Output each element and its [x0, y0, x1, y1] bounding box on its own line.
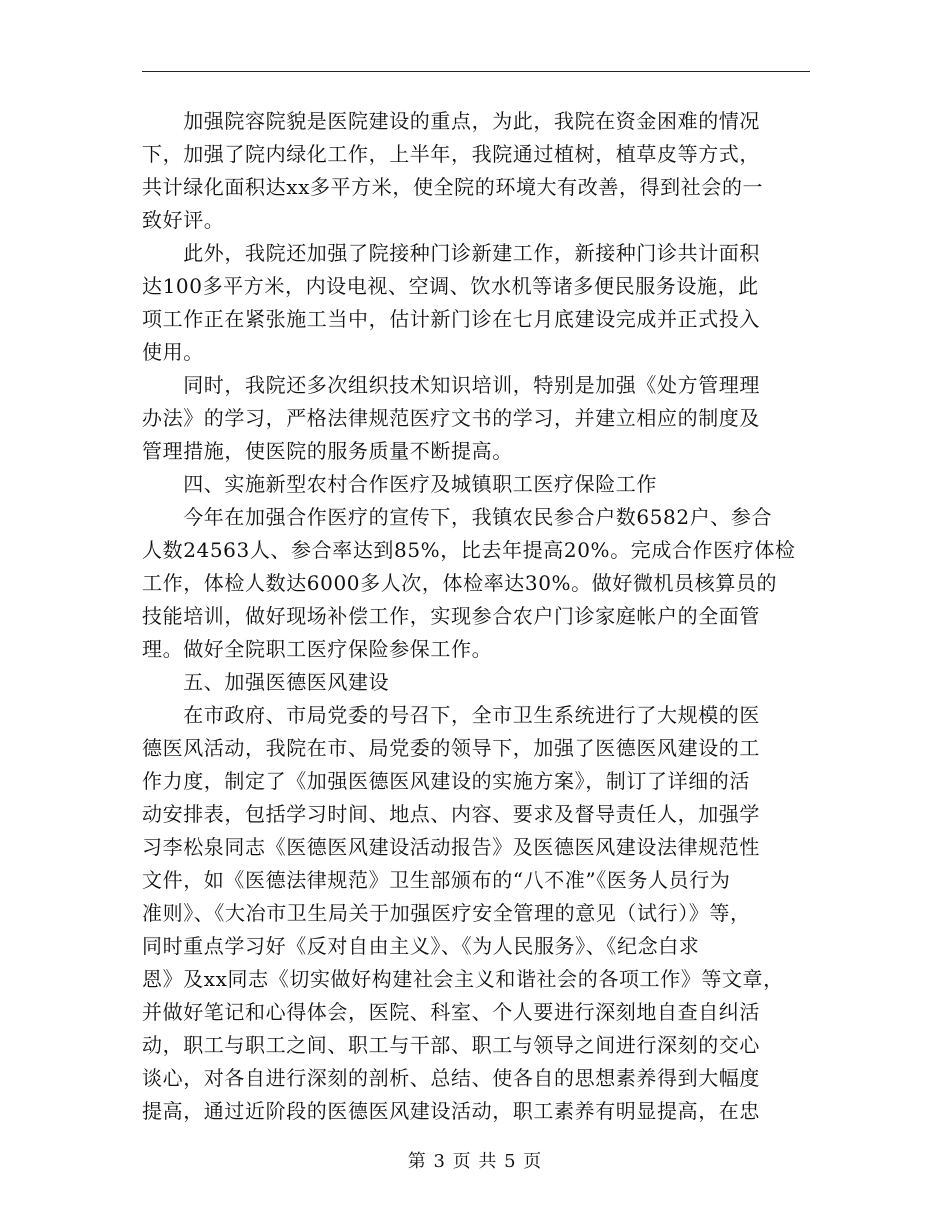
text-line: 同时，我院还多次组织技术知识培训，特别是加强《处方管理理 [142, 373, 760, 397]
text-line: 恩》及xx同志《切实做好构建社会主义和谐社会的各项工作》等文章， [142, 967, 784, 991]
text-line: 同时重点学习好《反对自由主义》、《为人民服务》、《纪念白求 [142, 934, 700, 958]
text-line: 习李松泉同志《医德医风建设活动报告》及医德医风建设法律规范性 [142, 835, 760, 859]
text-line: 理。做好全院职工医疗保险参保工作。 [142, 637, 493, 661]
text-line: 办法》的学习，严格法律规范医疗文书的学习，并建立相应的制度及 [142, 406, 760, 430]
text-line: 今年在加强合作医疗的宣传下，我镇农民参合户数6582户、参合 [142, 505, 773, 529]
text-line: 五、加强医德医风建设 [142, 670, 390, 694]
text-line: 技能培训，做好现场补偿工作，实现参合农户门诊家庭帐户的全面管 [142, 604, 760, 628]
text-line: 并做好笔记和心得体会，医院、科室、个人要进行深刻地自查自纠活 [142, 1000, 760, 1024]
text-line: 人数24563人、参合率达到85%，比去年提高20%。完成合作医疗体检 [142, 538, 796, 562]
text-line: 使用。 [142, 340, 204, 364]
text-line: 准则》、《大冶市卫生局关于加强医疗安全管理的意见（试行）》等， [142, 901, 751, 925]
text-line: 工作，体检人数达6000多人次，体检率达30%。做好微机员核算员的 [142, 571, 778, 595]
page-footer: 第 3 页 共 5 页 [407, 1151, 543, 1172]
text-line: 共计绿化面积达xx多平方米，使全院的环境大有改善，得到社会的一 [142, 175, 764, 199]
text-line: 作力度，制定了《加强医德医风建设的实施方案》，制订了详细的活 [142, 769, 750, 793]
text-line: 文件，如《医德法律规范》卫生部颁布的“八不准”《医务人员行为 [142, 868, 731, 892]
text-line: 在市政府、市局党委的号召下，全市卫生系统进行了大规模的医 [142, 703, 760, 727]
text-line: 谈心，对各自进行深刻的剖析、总结、使各自的思想素养得到大幅度 [142, 1066, 760, 1090]
text-line: 动，职工与职工之间、职工与干部、职工与领导之间进行深刻的交心 [142, 1033, 760, 1057]
text-line: 提高，通过近阶段的医德医风建设活动，职工素养有明显提高，在忠 [142, 1099, 760, 1123]
text-line: 德医风活动，我院在市、局党委的领导下，加强了医德医风建设的工 [142, 736, 760, 760]
text-line: 致好评。 [142, 208, 225, 232]
header-rule [142, 71, 810, 72]
body-text [142, 105, 810, 1128]
text-line: 此外，我院还加强了院接种门诊新建工作，新接种门诊共计面积 [142, 241, 760, 265]
text-line: 下，加强了院内绿化工作，上半年，我院通过植树，植草皮等方式， [142, 142, 760, 166]
text-line: 项工作正在紧张施工当中，估计新门诊在七月底建设完成并正式投入 [142, 307, 760, 331]
text-line: 加强院容院貌是医院建设的重点，为此，我院在资金困难的情况 [142, 109, 760, 133]
text-line: 四、实施新型农村合作医疗及城镇职工医疗保险工作 [142, 472, 657, 496]
text-line: 动安排表，包括学习时间、地点、内容、要求及督导责任人，加强学 [142, 802, 760, 826]
text-line: 管理措施，使医院的服务质量不断提高。 [142, 439, 513, 463]
text-line: 达100多平方米，内设电视、空调、饮水机等诸多便民服务设施，此 [142, 274, 759, 298]
